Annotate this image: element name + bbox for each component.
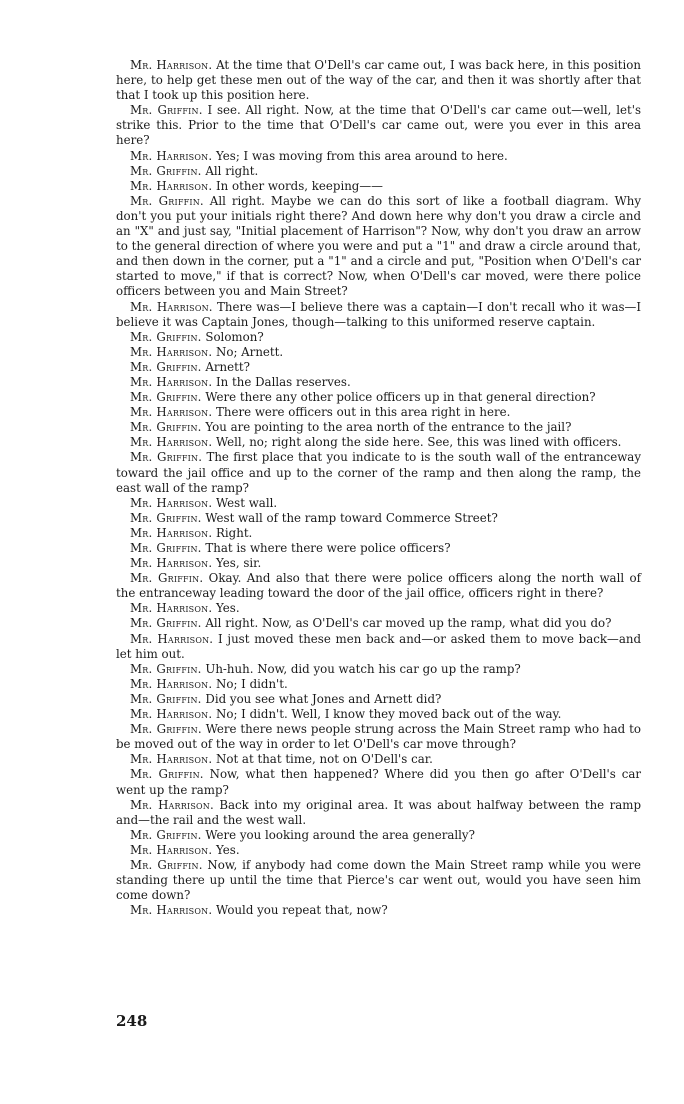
testimony-paragraph bbox=[116, 194, 641, 300]
testimony-text: In the Dallas reserves. bbox=[212, 374, 351, 389]
speaker-label: Mr. Griffin. bbox=[130, 767, 204, 782]
speaker-label: Mr. Harrison. bbox=[130, 676, 213, 691]
speaker-label: Mr. Harrison. bbox=[130, 525, 213, 540]
testimony-text: All right. Maybe we can do this sort of like a football diagram. Why don't you put your initials right there? And down here why don't you draw a circle and an "X" and just say, "Initial placement of Harrison"? Now, why don't you draw an arrow to the general direction of where you were and put a "1" and draw a circle around that, and then down in the corner, put a "1" and a circle and put, "Position when O'Dell's car started to move," if that is correct? Now, when O'Dell's car moved, were there police officers between you and Main Street? bbox=[116, 193, 641, 299]
page-number: 248 bbox=[116, 1012, 148, 1030]
testimony-paragraph bbox=[116, 360, 641, 375]
testimony-text: That is where there were police officers? bbox=[201, 541, 451, 555]
testimony-text: Were you looking around the area generally? bbox=[201, 827, 475, 842]
testimony-text: Uh-huh. Now, did you watch his car go up the ramp? bbox=[201, 661, 521, 676]
speaker-label: Mr. Harrison. bbox=[130, 374, 213, 389]
testimony-paragraph bbox=[116, 103, 641, 148]
testimony-paragraph bbox=[116, 450, 641, 495]
speaker-label: Mr. Harrison. bbox=[130, 405, 213, 420]
testimony-paragraph bbox=[116, 707, 641, 722]
testimony-text: Yes. bbox=[212, 842, 240, 857]
speaker-label: Mr. Griffin. bbox=[130, 163, 202, 178]
testimony-paragraph bbox=[116, 149, 641, 164]
testimony-text: The first place that you indicate to is the south wall of the entranceway toward the jail office and up to the corner of the ramp and then along the ramp, the east wall of the ramp? bbox=[116, 450, 642, 495]
speaker-label: Mr. Griffin. bbox=[130, 450, 203, 465]
speaker-label: Mr. Griffin. bbox=[130, 390, 202, 405]
speaker-label: Mr. Griffin. bbox=[130, 661, 202, 676]
testimony-text: There were officers out in this area right in here. bbox=[212, 405, 511, 420]
testimony-paragraph bbox=[116, 692, 641, 707]
speaker-label: Mr. Harrison. bbox=[130, 495, 213, 510]
speaker-label: Mr. Harrison. bbox=[130, 631, 214, 646]
testimony-text: Were there news people strung across the Main Street ramp who had to be moved out of the way in order to let O'Dell's car move through? bbox=[116, 722, 641, 752]
testimony-paragraph bbox=[116, 511, 641, 526]
testimony-text: Were there any other police officers up in that general direction? bbox=[201, 390, 596, 405]
speaker-label: Mr. Griffin. bbox=[130, 193, 204, 208]
speaker-label: Mr. Griffin. bbox=[130, 541, 202, 555]
speaker-label: Mr. Harrison. bbox=[130, 58, 213, 72]
testimony-paragraph bbox=[116, 556, 641, 571]
speaker-label: Mr. Griffin. bbox=[130, 691, 202, 706]
testimony-paragraph bbox=[116, 179, 641, 194]
speaker-label: Mr. Harrison. bbox=[130, 752, 213, 767]
testimony-paragraph bbox=[116, 752, 641, 767]
testimony-paragraph bbox=[116, 632, 641, 662]
speaker-label: Mr. Harrison. bbox=[130, 601, 213, 616]
testimony-text: Not at that time, not on O'Dell's car. bbox=[212, 752, 433, 767]
speaker-label: Mr. Harrison. bbox=[130, 707, 213, 722]
testimony-text: I just moved these men back and—or asked them to move back—and let him out. bbox=[116, 631, 641, 661]
testimony-paragraph bbox=[116, 843, 641, 858]
testimony-paragraph bbox=[116, 601, 641, 616]
testimony-text: Yes, sir. bbox=[212, 556, 262, 571]
testimony-text: Back into my original area. It was about halfway between the ramp and—the rail and the west wall. bbox=[116, 797, 641, 827]
testimony-paragraph bbox=[116, 300, 641, 330]
speaker-label: Mr. Griffin. bbox=[130, 103, 203, 118]
testimony-paragraph bbox=[116, 541, 641, 556]
testimony-paragraph bbox=[116, 767, 641, 797]
testimony-text: No; Arnett. bbox=[212, 344, 284, 359]
speaker-label: Mr. Griffin. bbox=[130, 510, 202, 525]
testimony-text: Okay. And also that there were police officers along the north wall of the entranceway leading toward the door of the jail office, officers right in there? bbox=[116, 571, 641, 601]
testimony-text: Solomon? bbox=[201, 329, 264, 344]
testimony-paragraph bbox=[116, 345, 641, 360]
testimony-paragraph bbox=[116, 390, 641, 405]
speaker-label: Mr. Harrison. bbox=[130, 903, 213, 918]
testimony-paragraph bbox=[116, 405, 641, 420]
testimony-paragraph bbox=[116, 435, 641, 450]
testimony-paragraph bbox=[116, 571, 641, 601]
testimony-text: I see. All right. Now, at the time that O'Dell's car came out—well, let's strike this. Prior to the time that O'Dell's car came out, were you ever in this area here? bbox=[116, 103, 641, 148]
testimony-text: You are pointing to the area north of the entrance to the jail? bbox=[201, 420, 572, 435]
testimony-text: No; I didn't. bbox=[212, 676, 288, 691]
testimony-text: Yes. bbox=[212, 601, 240, 616]
testimony-paragraph bbox=[116, 858, 641, 903]
testimony-text: West wall. bbox=[212, 495, 278, 510]
testimony-text: There was—I believe there was a captain—I don't recall who it was—I believe it was Captain Jones, though—talking to this uniformed reserve captain. bbox=[116, 299, 641, 329]
testimony-text: Yes; I was moving from this area around to here. bbox=[212, 148, 508, 163]
testimony-paragraph bbox=[116, 616, 641, 631]
testimony-text: Would you repeat that, now? bbox=[212, 903, 388, 918]
speaker-label: Mr. Harrison. bbox=[130, 148, 213, 163]
testimony-text: West wall of the ramp toward Commerce Street? bbox=[201, 510, 498, 525]
speaker-label: Mr. Griffin. bbox=[130, 616, 202, 631]
testimony-text: No; I didn't. Well, I know they moved back out of the way. bbox=[212, 707, 562, 722]
testimony-paragraph bbox=[116, 164, 641, 179]
speaker-label: Mr. Griffin. bbox=[130, 329, 202, 344]
testimony-text: At the time that O'Dell's car came out, I was back here, in this position here, to help get these men out of the way of the car, and then it was shortly after that that I took up this position here. bbox=[116, 58, 641, 103]
speaker-label: Mr. Harrison. bbox=[130, 435, 213, 450]
testimony-text: All right. bbox=[201, 163, 259, 178]
speaker-label: Mr. Griffin. bbox=[130, 359, 202, 374]
testimony-paragraph bbox=[116, 903, 641, 918]
testimony-text: All right. Now, as O'Dell's car moved up the ramp, what did you do? bbox=[201, 616, 612, 631]
testimony-paragraph bbox=[116, 677, 641, 692]
speaker-label: Mr. Griffin. bbox=[130, 571, 204, 586]
testimony-text: In other words, keeping—— bbox=[212, 178, 383, 193]
testimony-paragraph bbox=[116, 662, 641, 677]
testimony-text: Now, what then happened? Where did you then go after O'Dell's car went up the ramp? bbox=[116, 767, 641, 797]
testimony-paragraph bbox=[116, 526, 641, 541]
speaker-label: Mr. Harrison. bbox=[130, 797, 214, 812]
speaker-label: Mr. Griffin. bbox=[130, 827, 202, 842]
testimony-text: Well, no; right along the side here. See, this was lined with officers. bbox=[212, 435, 622, 450]
speaker-label: Mr. Griffin. bbox=[130, 420, 202, 435]
testimony-paragraph bbox=[116, 375, 641, 390]
testimony-paragraph bbox=[116, 496, 641, 511]
speaker-label: Mr. Harrison. bbox=[130, 344, 213, 359]
testimony-paragraph bbox=[116, 58, 641, 103]
speaker-label: Mr. Harrison. bbox=[130, 842, 213, 857]
testimony-paragraph bbox=[116, 828, 641, 843]
speaker-label: Mr. Griffin. bbox=[130, 857, 203, 872]
transcript-body bbox=[116, 58, 641, 918]
testimony-paragraph bbox=[116, 722, 641, 752]
testimony-paragraph bbox=[116, 420, 641, 435]
speaker-label: Mr. Harrison. bbox=[130, 299, 213, 314]
testimony-text: Now, if anybody had come down the Main Street ramp while you were standing there up until the time that Pierce's car went out, would you have seen him come down? bbox=[116, 857, 642, 903]
testimony-paragraph bbox=[116, 330, 641, 345]
speaker-label: Mr. Harrison. bbox=[130, 178, 213, 193]
testimony-text: Arnett? bbox=[201, 359, 250, 374]
testimony-text: Did you see what Jones and Arnett did? bbox=[201, 691, 442, 706]
speaker-label: Mr. Harrison. bbox=[130, 556, 213, 571]
speaker-label: Mr. Griffin. bbox=[130, 722, 202, 737]
testimony-paragraph bbox=[116, 798, 641, 828]
testimony-text: Right. bbox=[212, 525, 253, 540]
